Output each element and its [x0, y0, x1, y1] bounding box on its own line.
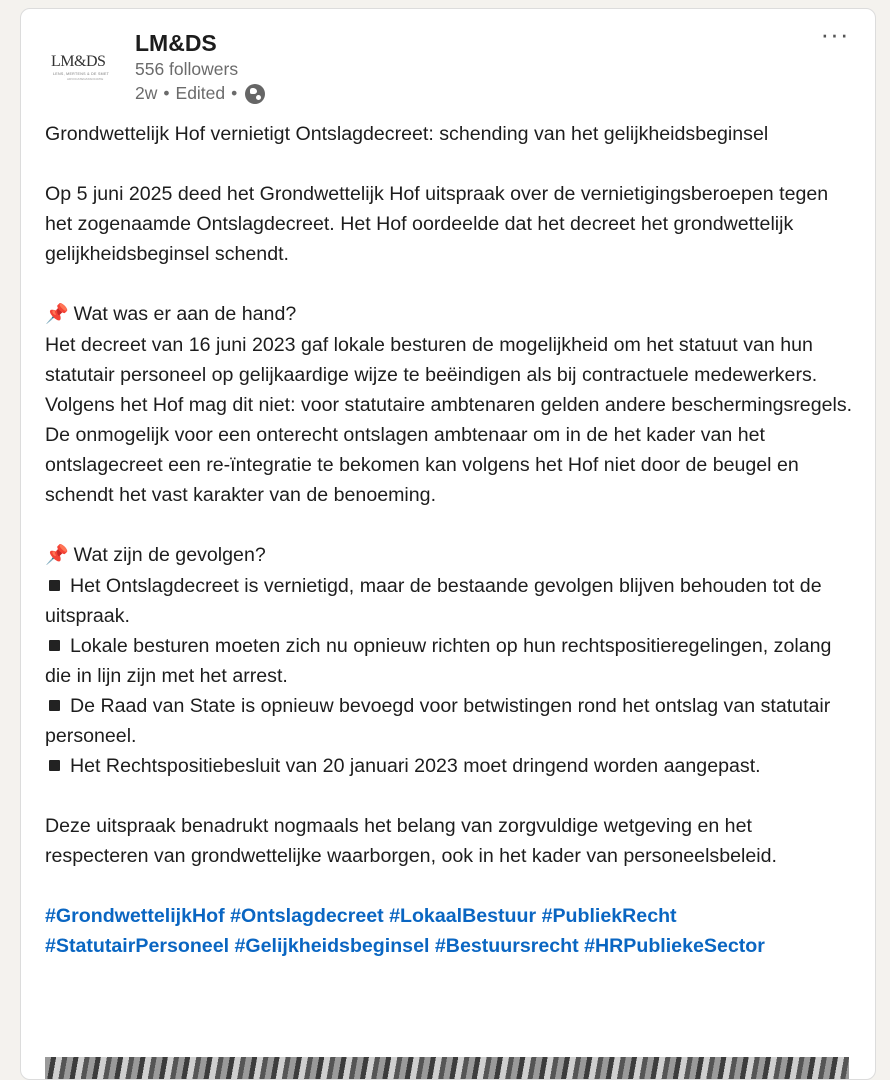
hashtag-link[interactable]: #HRPubliekeSector [584, 935, 765, 957]
meta-separator: • [163, 83, 170, 103]
post-title: Grondwettelijk Hof vernietigt Ontslagdecreet: schending van het gelijkheidsbeginsel [45, 123, 769, 145]
post-closing: Deze uitspraak benadrukt nogmaals het belang van zorgvuldige wetgeving en het respecteren van grondwettelijke waarborgen, ook in het kader van personeelsbeleid. [45, 815, 777, 867]
hashtag-link[interactable]: #Ontslagdecreet [230, 905, 384, 927]
logo-subtext-2: ADVOCATENASSOCIATIE [67, 77, 104, 81]
black-square-icon [49, 760, 60, 771]
post-time[interactable]: 2w [135, 83, 158, 103]
section1-paragraph-2: De onmogelijk voor een onterecht ontslagen ambtenaar om in de het kader van het ontslagecreet een re-ïntegratie te bekomen kan volgens het Hof niet door de beugel en schendt het vast karakter van de benoeming. [45, 424, 799, 506]
bullet-item: Lokale besturen moeten zich nu opnieuw richten op hun rechtspositieregelingen, zolang die in lijn zijn met het arrest. [45, 635, 832, 687]
pin-icon: 📌 [45, 304, 69, 325]
hashtag-list [45, 901, 860, 961]
bullet-item: Het Rechtspositiebesluit van 20 januari 2023 moet dringend worden aangepast. [45, 751, 860, 781]
company-name-link[interactable]: LM&DS [135, 30, 217, 56]
hashtag-link[interactable]: #LokaalBestuur [389, 905, 537, 927]
hashtag-link[interactable]: #Bestuursrecht [434, 935, 579, 957]
hashtag-link[interactable]: #GrondwettelijkHof [45, 905, 225, 927]
meta-separator: • [231, 83, 238, 103]
hashtag-link[interactable]: #Gelijkheidsbeginsel [234, 935, 430, 957]
section1-paragraph-1: Het decreet van 16 juni 2023 gaf lokale besturen de mogelijkheid om het statuut van hun statutair personeel op gelijkaardige wijze te beëindigen als bij contractuele medewerkers. Volgens het Hof mag dit niet: voor statutaire ambtenaren gelden andere beschermingsregels. [45, 334, 853, 416]
logo-text: LM&DS [51, 53, 106, 70]
follower-count: 556 followers [135, 59, 239, 79]
section-heading-1 [45, 299, 860, 330]
black-square-icon [49, 580, 60, 591]
company-logo[interactable] [49, 43, 121, 87]
section-heading-2-text: Wat zijn de gevolgen? [73, 544, 266, 566]
more-options-button[interactable]: ··· [820, 19, 850, 49]
post-card [20, 8, 876, 1080]
post-text [45, 119, 860, 961]
edited-label: Edited [175, 83, 226, 103]
post-meta [135, 83, 265, 104]
hashtag-link[interactable]: #PubliekRecht [541, 905, 677, 927]
pin-icon: 📌 [45, 545, 69, 566]
post-intro: Op 5 juni 2025 deed het Grondwettelijk Hof uitspraak over de vernietigingsberoepen tegen het zogenaamde Ontslagdecreet. Het Hof oordeelde dat het decreet het grondwettelijk gelijkheidsbeginsel schendt. [45, 183, 829, 265]
globe-icon [245, 84, 265, 104]
black-square-icon [49, 640, 60, 651]
section-heading-2 [45, 540, 860, 571]
black-square-icon [49, 700, 60, 711]
hashtag-link[interactable]: #StatutairPersoneel [45, 935, 230, 957]
post-header [21, 9, 875, 119]
bullet-item: De Raad van State is opnieuw bevoegd voor betwistingen rond het ontslag van statutair personeel. [45, 695, 831, 747]
section-heading-1-text: Wat was er aan de hand? [73, 303, 297, 325]
post-image-preview[interactable] [45, 1057, 849, 1080]
logo-subtext: LENS, MERTENS & DE SMET [53, 72, 110, 76]
bullet-item: Het Ontslagdecreet is vernietigd, maar de bestaande gevolgen blijven behouden tot de uitspraak. [45, 575, 822, 627]
